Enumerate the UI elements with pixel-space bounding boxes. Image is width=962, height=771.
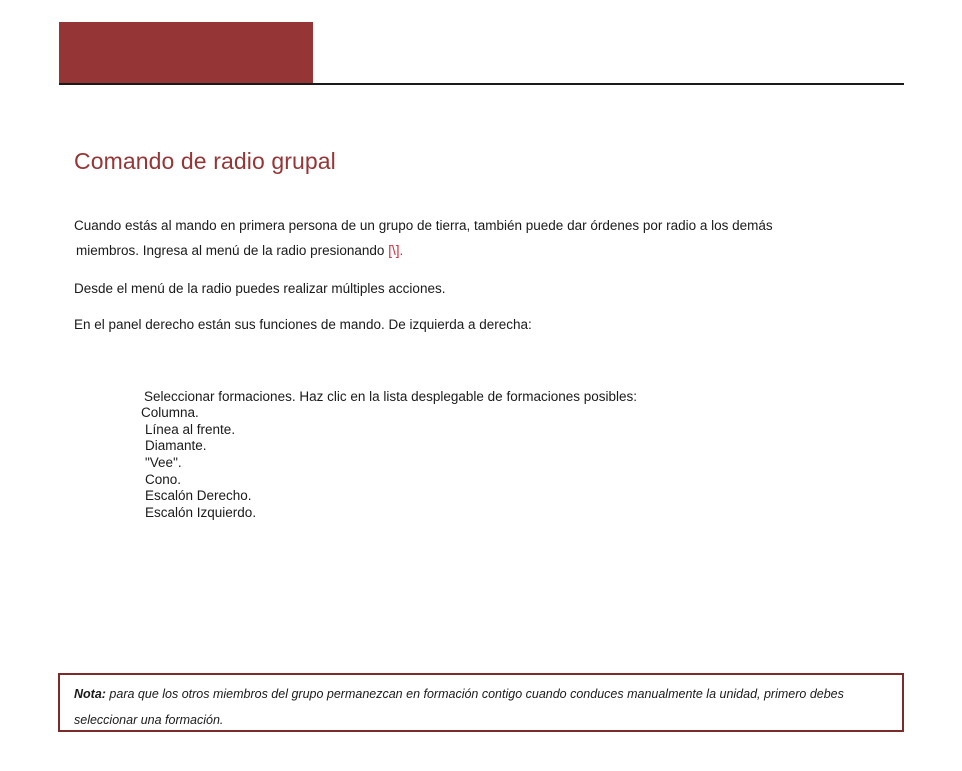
formation-item-column: Columna. [141, 405, 199, 420]
intro-paragraph-line-2-text: miembros. Ingresa al menú de la radio presionando [76, 243, 389, 258]
formation-item-vee: "Vee". [145, 455, 182, 471]
header-rule [59, 83, 904, 85]
formations-intro: Seleccionar formaciones. Haz clic en la lista desplegable de formaciones posibles: [144, 389, 638, 404]
formation-item-echelon-right: Escalón Derecho. [145, 488, 252, 504]
formation-item-cone: Cono. [145, 471, 182, 487]
radio-key-hint: [\]. [388, 243, 404, 258]
radio-menu-paragraph: Desde el menú de la radio puedes realizar múltiples acciones. [74, 281, 446, 296]
note-label: Nota: [74, 687, 106, 701]
command-functions-paragraph: En el panel derecho están sus funciones de mando. De izquierda a derecha: [74, 317, 532, 332]
note-body: para que los otros miembros del grupo permanezcan en formación contigo cuando conduces manualmente la unidad, primero debes seleccionar una formación. [74, 687, 844, 727]
intro-paragraph-line-1: Cuando estás al mando en primera persona de un grupo de tierra, también puede dar órdenes por radio a los demás [74, 218, 773, 233]
formation-item-diamond: Diamante. [145, 438, 207, 454]
formation-list [140, 405, 256, 522]
note-box [58, 673, 904, 732]
note-text [74, 681, 894, 733]
formation-item-echelon-left: Escalón Izquierdo. [145, 505, 257, 521]
formation-item-line-abreast: Línea al frente. [145, 421, 236, 437]
page-title: Comando de radio grupal [74, 148, 336, 174]
header-accent-block [59, 22, 313, 84]
intro-paragraph-line-2 [76, 243, 403, 258]
